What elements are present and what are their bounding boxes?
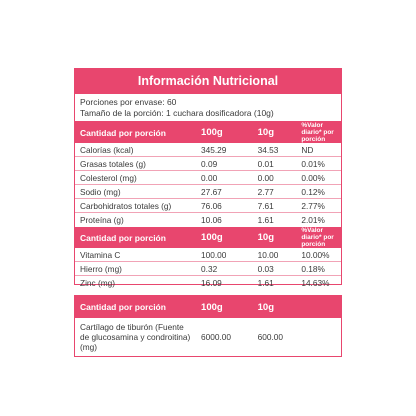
value-10g: 1.61 bbox=[257, 215, 274, 225]
value-10g: 0.00 bbox=[257, 172, 274, 183]
value-dv: 0.12% bbox=[301, 186, 325, 197]
section-1-rows bbox=[75, 143, 341, 227]
value-dv: 10.00% bbox=[301, 249, 330, 260]
header-daily-value: %Valor diario* por porción bbox=[301, 227, 334, 248]
value-dv: 2.77% bbox=[301, 200, 325, 211]
table-row bbox=[75, 157, 341, 171]
value-dv: 2.01% bbox=[301, 215, 325, 225]
serving-size: Tamaño de la porción: 1 cuchara dosificadora (10g) bbox=[80, 108, 274, 118]
section-header-2 bbox=[75, 227, 341, 248]
nutrient-name: Vitamina C bbox=[80, 249, 121, 260]
value-10g: 0.03 bbox=[257, 263, 274, 274]
value-100g: 0.00 bbox=[201, 172, 218, 183]
table-row bbox=[75, 185, 341, 199]
section-header-1 bbox=[75, 122, 341, 143]
header-100g: 100g bbox=[201, 127, 223, 138]
value-10g: 0.01 bbox=[257, 158, 274, 169]
ingredient-name: Cartílago de tiburón (Fuente de glucosamina y condroitina) (mg) bbox=[80, 321, 191, 352]
value-dv: 14.63% bbox=[301, 278, 330, 288]
value-10g: 7.61 bbox=[257, 200, 274, 211]
nutrition-panel bbox=[74, 68, 342, 288]
panel-title: Información Nutricional bbox=[75, 69, 341, 94]
value-dv: ND bbox=[301, 144, 314, 155]
value-100g: 0.09 bbox=[201, 158, 218, 169]
value-100g: 345.29 bbox=[201, 144, 227, 155]
nutrient-name: Grasas totales (g) bbox=[80, 158, 146, 169]
table-row bbox=[75, 171, 341, 185]
section-header-3 bbox=[75, 296, 341, 318]
table-row bbox=[75, 276, 341, 290]
value-100g: 27.67 bbox=[201, 186, 222, 197]
nutrient-name: Carbohidratos totales (g) bbox=[80, 200, 172, 211]
supplement-panel bbox=[74, 295, 342, 357]
servings-per-container: Porciones por envase: 60 bbox=[80, 97, 177, 107]
table-row bbox=[75, 199, 341, 213]
nutrient-name: Sodio (mg) bbox=[80, 186, 121, 197]
value-10g: 34.53 bbox=[257, 144, 279, 155]
header-10g: 10g bbox=[257, 127, 274, 138]
table-row bbox=[75, 262, 341, 276]
header-label: Cantidad por porción bbox=[80, 127, 166, 138]
header-daily-value: %Valor diario* por porción bbox=[301, 122, 334, 143]
header-100g: 100g bbox=[201, 301, 223, 313]
nutrient-name: Calorías (kcal) bbox=[80, 144, 134, 155]
value-10g: 10.00 bbox=[257, 249, 279, 260]
value-100g: 16.09 bbox=[201, 278, 222, 288]
value-100g: 76.06 bbox=[201, 200, 222, 211]
value-dv: 0.00% bbox=[301, 172, 325, 183]
value-100g: 6000.00 bbox=[201, 331, 232, 342]
value-dv: 0.01% bbox=[301, 158, 325, 169]
header-label: Cantidad por porción bbox=[80, 232, 166, 243]
header-100g: 100g bbox=[201, 232, 223, 243]
table-row bbox=[75, 248, 341, 262]
value-10g: 1.61 bbox=[257, 278, 274, 288]
table-row bbox=[75, 143, 341, 157]
table-row bbox=[75, 318, 341, 355]
serving-info bbox=[75, 94, 341, 122]
value-100g: 100.00 bbox=[201, 249, 227, 260]
header-10g: 10g bbox=[257, 232, 274, 243]
value-100g: 10.06 bbox=[201, 215, 222, 225]
nutrient-name: Zinc (mg) bbox=[80, 278, 116, 288]
nutrient-name: Hierro (mg) bbox=[80, 263, 122, 274]
header-label: Cantidad por porción bbox=[80, 302, 166, 312]
value-10g: 2.77 bbox=[257, 186, 274, 197]
value-dv: 0.18% bbox=[301, 263, 325, 274]
value-10g: 600.00 bbox=[257, 331, 284, 342]
value-100g: 0.32 bbox=[201, 263, 218, 274]
nutrient-name: Colesterol (mg) bbox=[80, 172, 137, 183]
table-row bbox=[75, 213, 341, 227]
nutrient-name: Proteína (g) bbox=[80, 215, 124, 225]
header-10g: 10g bbox=[257, 301, 274, 313]
section-2-rows bbox=[75, 248, 341, 290]
